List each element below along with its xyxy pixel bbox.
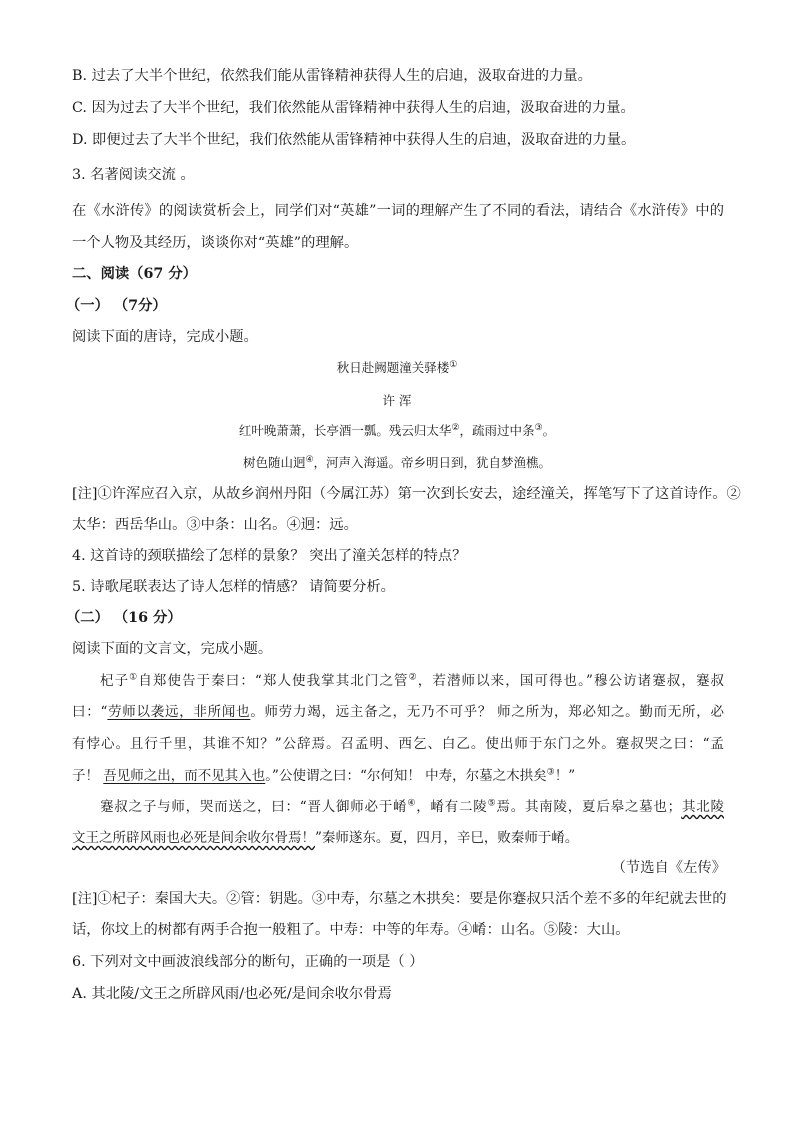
classical-para-1-line3: 有悖心。且行千里，其谁不知？”公辞焉。召孟明、西乞、白乙。使出师于东门之外。蹇叔哭之曰：“孟 (72, 736, 724, 752)
poem-author: 许 浑 (382, 393, 412, 408)
text: 曰：“ (72, 704, 108, 720)
poem-note-line2: 太华：西岳华山。③中条：山名。④迥：远。 (72, 517, 358, 533)
classical-para-1-line2 (72, 702, 724, 722)
part-1-heading: （一） （7分） (66, 298, 167, 314)
classical-para-2-line1 (72, 797, 724, 817)
text: ”秦师遂东。夏，四月，辛巳，败秦师于崤。 (315, 830, 579, 846)
classical-para-1-line1 (72, 671, 724, 691)
poem-note-line1: [注]①许浑应召入京，从故乡润州丹阳（今属江苏）第一次到长安去，途经潼关，挥笔写下了这首诗作。② (72, 486, 741, 502)
part-2-heading: （二） （16 分） (66, 610, 182, 626)
note-mark: ② (451, 422, 460, 433)
option-d: D. 即便过去了大半个世纪，我们依然能从雷锋精神中获得人生的启迪，汲取奋进的力量。 (72, 132, 636, 148)
poem-text: 。 (542, 423, 556, 438)
poem-line-1 (0, 421, 794, 441)
question-4: 4. 这首诗的颈联描绘了怎样的景象？ 突出了潼关怎样的特点？ (72, 548, 467, 564)
question-5: 5. 诗歌尾联表达了诗人怎样的情感？ 请简要分析。 (72, 579, 395, 595)
text: 蹇叔之子与师，哭而送之，曰：“晋人御师必于崤 (100, 799, 408, 815)
text: 自郑使告于秦曰：“郑人使我掌其北门之管 (138, 673, 409, 689)
text: ！” (554, 768, 576, 784)
text: 。”公使谓之曰：“尔何知！ 中寿，尔墓之木拱矣 (265, 768, 547, 784)
option-b: B. 过去了大半个世纪，依然我们能从雷锋精神获得人生的启迪，汲取奋进的力量。 (72, 68, 592, 84)
underlined-sentence: 吾见师之出，而不见其入也 (103, 768, 266, 784)
text: ，若潜师以来，国可得也。”穆公访诸蹇叔，蹇叔 (417, 673, 725, 689)
classical-para-2-line2 (72, 828, 724, 848)
poem-text: ，疏雨过中条 (459, 423, 535, 438)
note-mark: ① (449, 359, 458, 370)
note-mark: ④ (305, 454, 314, 465)
poem-text: 红叶晚萧萧，长亭酒一瓢。残云归太华 (238, 423, 452, 438)
question-6: 6. 下列对文中画波浪线部分的断句，正确的一项是（ ） (72, 954, 424, 970)
note-mark: ① (129, 672, 139, 683)
text: ，崤有二陵 (416, 799, 488, 815)
instruction-1: 阅读下面的唐诗，完成小题。 (72, 329, 258, 345)
poem-title (0, 358, 794, 378)
text: 。师劳力竭，远主备之，无乃不可乎？ 师之所为，郑必知之。勤而无所，必 (250, 704, 725, 720)
text: 子！ (72, 768, 104, 784)
note-mark: ⑤ (487, 798, 497, 809)
source-citation: （节选自《左传》 (611, 860, 726, 876)
poem-text: ，河声入海遥。帝乡明日到，犹自梦渔樵。 (313, 455, 552, 470)
question-6-option-a: A. 其北陵/文王之所辟风雨/也必死/是间余收尔骨焉 (72, 986, 392, 1002)
instruction-2: 阅读下面的文言文，完成小题。 (72, 641, 273, 657)
underlined-sentence: 劳师以袭远，非所闻也 (107, 704, 251, 720)
note-mark: ② (408, 672, 418, 683)
text: 焉。其南陵，夏后皋之墓也； (496, 799, 682, 815)
classical-note-line2: 话，你坟上的树都有两手合抱一般粗了。中寿：中等的年寿。④崤：山名。⑤陵：大山。 (72, 922, 630, 938)
wavy-underlined-text: 文王之所辟风雨也必死是间余收尔骨焉！ (72, 830, 315, 846)
classical-note-line1: [注]①杞子：秦国大夫。②管：钥匙。③中寿，尔墓之木拱矣：要是你蹇叔只活个差不多的年纪就去世的 (72, 891, 727, 907)
poem-text: 树色随山迥 (242, 455, 306, 470)
note-mark: ③ (546, 767, 555, 778)
text: 杞子 (100, 673, 130, 689)
question-3-text-line1: 在《水浒传》的阅读赏析会上，同学们对“英雄”一词的理解产生了不同的看法，请结合《水浒传》中的 (72, 203, 724, 219)
note-mark: ④ (407, 798, 417, 809)
poem-line-2 (0, 453, 794, 473)
note-mark: ③ (534, 422, 543, 433)
wavy-underlined-text: 其北陵 (681, 799, 725, 815)
classical-para-1-line4 (72, 766, 724, 786)
option-c: C. 因为过去了大半个世纪，我们依然能从雷锋精神中获得人生的启迪，汲取奋进的力量。 (72, 100, 635, 116)
section-2-heading: 二、阅读（67 分） (72, 266, 197, 282)
question-3-text-line2: 一个人物及其经历，谈谈你对“英雄”的理解。 (72, 235, 359, 251)
question-3: 3. 名著阅读交流 。 (72, 167, 195, 183)
poem-title-text: 秋日赴阙题潼关驿楼 (336, 360, 450, 375)
